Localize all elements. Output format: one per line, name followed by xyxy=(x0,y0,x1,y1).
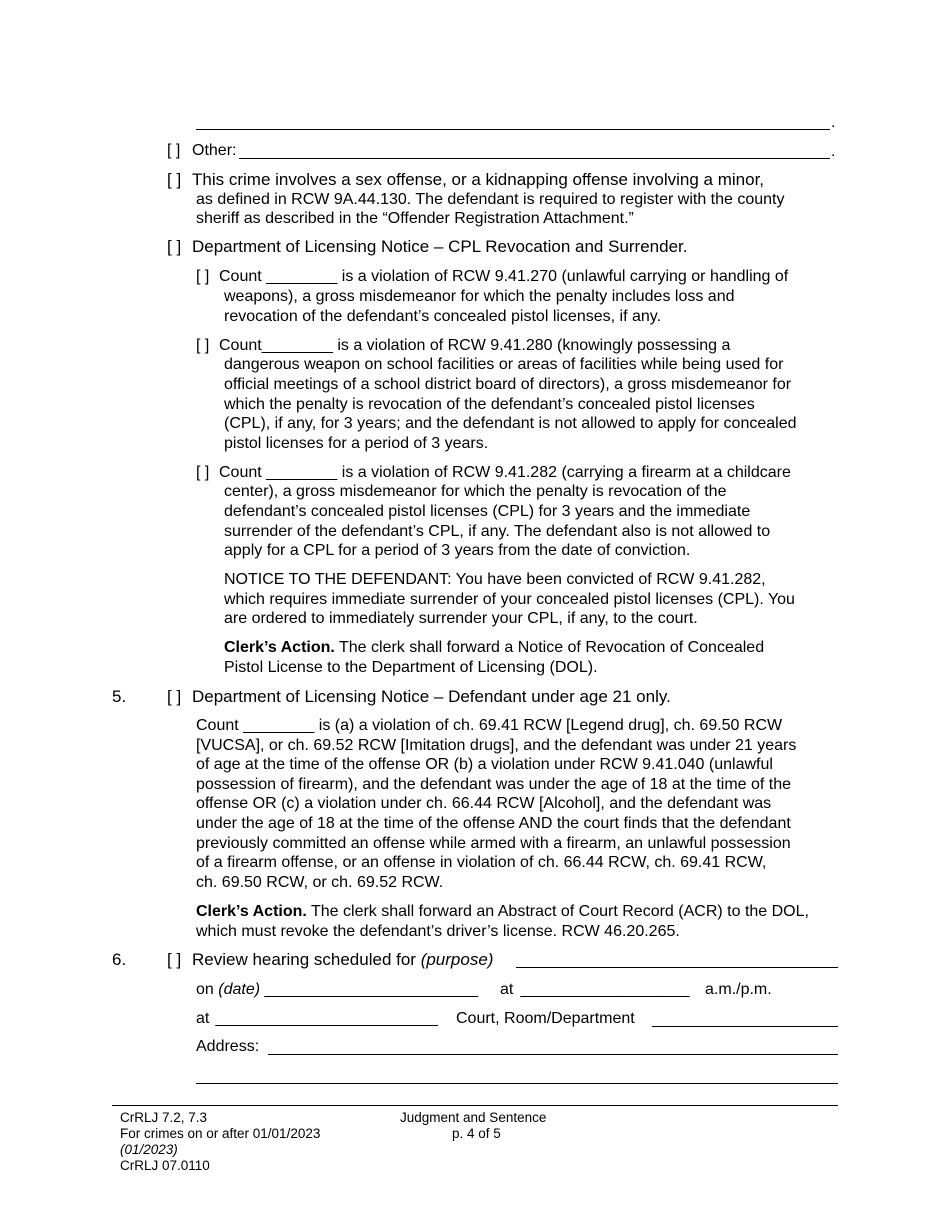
clerk-action-cpl-line2: Pistol License to the Department of Licensing (DOL). xyxy=(224,659,598,676)
clerk-action-acr-text: The clerk shall forward an Abstract of Court Record (ACR) to the DOL, xyxy=(306,903,809,920)
on-label: on xyxy=(196,981,219,998)
section5-line: ch. 69.50 RCW, or ch. 69.52 RCW. xyxy=(196,874,444,891)
purpose-label: (purpose) xyxy=(420,950,494,969)
continuation-period: . xyxy=(831,114,836,131)
footer-page-number: p. 4 of 5 xyxy=(452,1126,501,1141)
notice-line2: which requires immediate surrender of your concealed pistol licenses (CPL). You xyxy=(224,591,795,608)
dol-cpl-checkbox[interactable]: [ ] xyxy=(167,237,182,256)
clerk-action-acr-line2: which must revoke the defendant’s driver’s license. RCW 46.20.265. xyxy=(196,923,680,940)
count280-line4: which the penalty is revocation of the defendant’s concealed pistol licenses xyxy=(224,396,755,413)
count270-checkbox[interactable]: [ ] xyxy=(196,268,210,285)
sex-offense-line3: sheriff as described in the “Offender Registration Attachment.” xyxy=(196,210,634,227)
section5-line: of a firearm offense, or an offense in violation of ch. 66.44 RCW, ch. 69.41 RCW, xyxy=(196,854,767,871)
footer-revision-date: (01/2023) xyxy=(120,1142,178,1157)
purpose-input-line[interactable] xyxy=(516,967,838,968)
other-label: Other: xyxy=(192,142,237,159)
at-court-label: at xyxy=(196,1010,210,1027)
other-period: . xyxy=(831,143,836,160)
court-room-input-line[interactable] xyxy=(652,1026,838,1027)
date-label: (date) xyxy=(218,981,261,998)
count280-line1: Count________ is a violation of RCW 9.41.280 (knowingly possessing a xyxy=(219,337,731,354)
clerk-action-cpl-line1 xyxy=(224,638,764,658)
section5-line: possession of firearm), and the defendant was under the age of 18 at the time of the xyxy=(196,776,792,793)
section5-line: previously committed an offense while armed with a firearm, an unlawful possession xyxy=(196,835,791,852)
section5-line: Count ________ is (a) a violation of ch. 69.41 RCW [Legend drug], ch. 69.50 RCW xyxy=(196,717,783,734)
dol-cpl-heading: Department of Licensing Notice – CPL Revocation and Surrender. xyxy=(192,237,688,256)
count282-line5: apply for a CPL for a period of 3 years from the date of conviction. xyxy=(224,542,691,559)
count282-line4: surrender of the defendant’s CPL, if any. The defendant also is not allowed to xyxy=(224,523,771,540)
notice-line3: are ordered to immediately surrender your CPL, if any, to the court. xyxy=(224,610,698,627)
section5-line: under the age of 18 at the time of the offense AND the court finds that the defendant xyxy=(196,815,791,832)
date-input[interactable]: ________________________ xyxy=(260,981,483,998)
count280-line2: dangerous weapon on school facilities or areas of facilities while being used for xyxy=(224,356,784,373)
footer-rule-citation: CrRLJ 7.2, 7.3 xyxy=(120,1110,208,1125)
section6-checkbox[interactable]: [ ] xyxy=(167,950,182,969)
count282-line3: defendant’s concealed pistol licenses (CPL) for 3 years and the immediate xyxy=(224,503,751,520)
ampm-label: a.m./p.m. xyxy=(705,981,772,998)
continuation-line xyxy=(196,129,830,130)
count270-line2: weapons), a gross misdemeanor for which the penalty includes loss and xyxy=(224,288,735,305)
date-row xyxy=(196,980,483,1000)
clerk-action-acr-line1 xyxy=(196,902,809,922)
count280-line3: official meetings of a school district board of directors), a gross misdemeanor for xyxy=(224,376,792,393)
section5-checkbox[interactable]: [ ] xyxy=(167,687,182,706)
address-input-line-2[interactable] xyxy=(196,1083,838,1084)
section5-line: of age at the time of the offense OR (b) a violation under RCW 9.41.040 (unlawful xyxy=(196,756,773,773)
count280-line6: pistol licenses for a period of 3 years. xyxy=(224,435,489,452)
section5-line: [VUCSA], or ch. 69.52 RCW [Imitation drugs], and the defendant was under 21 years xyxy=(196,737,797,754)
at-time-label: at xyxy=(500,981,514,998)
court-room-label: Court, Room/Department xyxy=(456,1010,635,1027)
clerk-action-cpl-text: The clerk shall forward a Notice of Revocation of Concealed xyxy=(334,639,765,656)
clerk-action-acr-bold: Clerk’s Action. xyxy=(196,903,307,920)
review-hearing-label: Review hearing scheduled for xyxy=(192,950,421,969)
section6-number: 6. xyxy=(112,950,127,969)
section5-heading: Department of Licensing Notice – Defendant under age 21 only. xyxy=(192,687,671,706)
address-label: Address: xyxy=(196,1038,260,1055)
footer-divider xyxy=(112,1105,838,1106)
count280-line5: (CPL), if any, for 3 years; and the defendant is not allowed to apply for concealed xyxy=(224,415,797,432)
count282-line2: center), a gross misdemeanor for which the penalty is revocation of the xyxy=(224,483,727,500)
sex-offense-line1: This crime involves a sex offense, or a kidnapping offense involving a minor, xyxy=(192,170,765,189)
address-input-line[interactable] xyxy=(268,1054,838,1055)
count282-checkbox[interactable]: [ ] xyxy=(196,464,210,481)
section6-label-wrap xyxy=(192,950,493,970)
sex-offense-line2: as defined in RCW 9A.44.130. The defendant is required to register with the county xyxy=(196,191,785,208)
footer-form-number: CrRLJ 07.0110 xyxy=(120,1158,210,1173)
other-input-line[interactable] xyxy=(239,158,830,159)
court-input[interactable]: _________________________ xyxy=(211,1010,443,1027)
count270-line1: Count ________ is a violation of RCW 9.41.270 (unlawful carrying or handling of xyxy=(219,268,789,285)
section5-number: 5. xyxy=(112,687,127,706)
count280-checkbox[interactable]: [ ] xyxy=(196,337,210,354)
footer-form-title: Judgment and Sentence xyxy=(400,1110,547,1125)
notice-line1: NOTICE TO THE DEFENDANT: You have been convicted of RCW 9.41.282, xyxy=(224,571,766,588)
other-checkbox[interactable]: [ ] xyxy=(167,142,181,159)
section5-line: offense OR (c) a violation under ch. 66.44 RCW [Alcohol], and the defendant was xyxy=(196,795,772,812)
clerk-action-cpl-bold: Clerk’s Action. xyxy=(224,639,335,656)
footer-applicability: For crimes on or after 01/01/2023 xyxy=(120,1126,321,1141)
count282-line1: Count ________ is a violation of RCW 9.41.282 (carrying a firearm at a childcare xyxy=(219,464,791,481)
time-input[interactable]: ___________________ xyxy=(516,981,694,998)
count270-line3: revocation of the defendant’s concealed pistol licenses, if any. xyxy=(224,308,662,325)
sex-offense-checkbox[interactable]: [ ] xyxy=(167,170,182,189)
